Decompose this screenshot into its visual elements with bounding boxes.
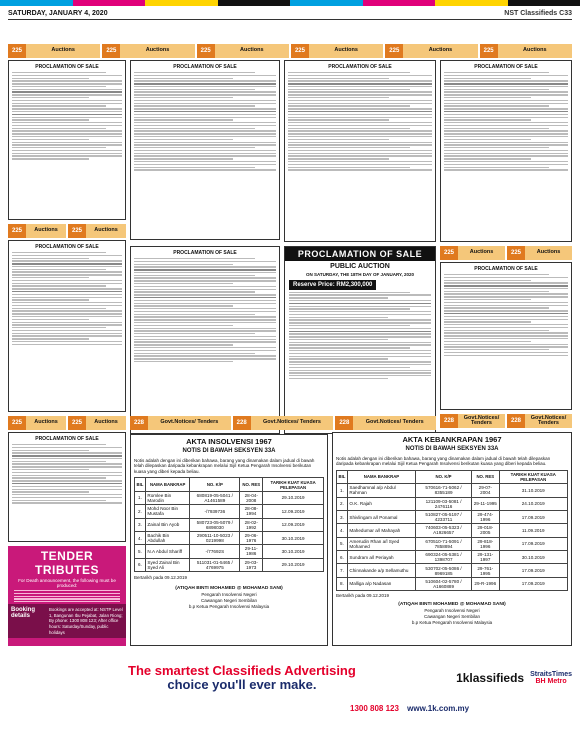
- table-row: 5. N.A Abdul Shariff -/77692S 29-11-1986 30.10.2019: [135, 545, 324, 558]
- masthead-date: SATURDAY, JANUARY 4, 2020: [8, 10, 108, 17]
- insolvency-right-subtitle: NOTIS DI BAWAH SEKSYEN 33A: [405, 445, 499, 452]
- public-auction-title: PUBLIC AUCTION: [330, 263, 390, 270]
- table-row: 3. Shivlingam a/l Ponamal 510827-05-5197 / 4233711 29-474-1996 17.09.2019: [337, 510, 568, 523]
- mid-category-row-left: [8, 224, 126, 238]
- partner-logos: StraitsTimes BH Metro: [530, 671, 572, 685]
- page-masthead: [8, 8, 572, 20]
- advert-web[interactable]: www.1k.com.my: [407, 704, 470, 713]
- notice-proclamation-1: PROCLAMATION OF SALE: [8, 60, 126, 220]
- category-header: 228 Govt.Notices/ Tenders: [335, 416, 436, 430]
- category-header: 225 Auctions: [480, 44, 572, 58]
- table-row: 1. Romlee Bin Marodin 680819-05-5041 / A1461589 28-04-2008 29.10.2019: [135, 491, 324, 504]
- tender-tributes-title: TENDER TRIBUTES: [35, 549, 99, 577]
- insolvency-right-title: AKTA KEBANKRAPAN 1967: [402, 435, 502, 444]
- klassifieds-logo: 1klassifieds: [456, 671, 525, 685]
- category-header: 225 Auctions: [68, 224, 126, 238]
- category-header: 225 Auctions: [385, 44, 477, 58]
- category-header: 225 Auctions: [102, 44, 194, 58]
- insolvency-right-signature: (ATIQAH BINTI MOHAMED @ MOHAMAD SANI) Pengarah Insolvensi Negeri Cawangan Negeri Sembilan b.p Ketua Pengarah Insolvensi Malaysia: [398, 601, 506, 625]
- category-header: 228 Govt.Notices/ Tenders: [233, 416, 334, 430]
- notice-proclamation-4: PROCLAMATION OF SALE: [130, 60, 280, 240]
- insolvency-notice-left: AKTA INSOLVENSI 1967 NOTIS DI BAWAH SEKSYEN 33A Notis adalah dengan ini diberikan bahawa, barang yang dinamakan dalam jadual di bawah telah dilepaskan daripada kebankrapan melalui Sijil Ketua Pengarah Insolvensi berikutan kuasa yang diberi kepada beliau. BIL NAMA BANKRAP NO. K/P NO. RES TARIKH KUAT KUASA PELEPASAN 1. Romlee Bin Marodin 680819-05-5041 / A1461589 28-04-2008 29.10.2019 2. Mohd Noor Bin Mustafa -/7939736 28-08-1994 12.09.2019 3. Zainal Bin Ayob 580723-05-5079 / 6898030 28-02-1992 12.09.2019 4. Bachik Bin Abdullah 290511-10-5023 / 0219998 29-06-1976 30.10.2019 5. N.A Abdul Shariff -/77692S 29-11-1986 30.10.2019 6. Syed Zainal Bin Syed Ali 511031-01-5465 / 4769975 29-03-1973 29.10.2019 Bertarikh pada 09.12.2019 (ATIQAH BINTI MOHAMED @ MOHAMAD SANI) Pengarah Insolvensi Negeri Cawangan Negeri Sembilan b.p Ketua Pengarah Insolvensi Malaysia: [130, 434, 328, 646]
- notice-proclamation-3: PROCLAMATION OF SALE: [8, 432, 126, 542]
- tender-tributes-subtitle: For Death announcement, the following must be produced:: [18, 578, 116, 588]
- table-row: 4. Bachik Bin Abdullah 290511-10-5023 / 0219998 29-06-1976 30.10.2019: [135, 531, 324, 544]
- table-row: 2. Mohd Noor Bin Mustafa -/7939736 28-08-1994 12.09.2019: [135, 505, 324, 518]
- color-registration-bar: [0, 0, 580, 6]
- advert-contact: [350, 704, 469, 713]
- reserve-price: Reserve Price: RM2,300,000: [285, 280, 435, 290]
- category-header: 228 Govt.Notices/ Tenders: [130, 416, 231, 430]
- table-row: 7. Chinnakande a/p Sellamuthu 530702-05-5086 / 8969185 29-761-1995 17.09.2019: [337, 564, 568, 577]
- table-row: 2. O.K. Rajah 121109-03-5081 / 2476116 29-11-1995 24.10.2019: [337, 497, 568, 510]
- top-category-row: [8, 44, 572, 58]
- advert-headline: The smartest Classifieds Advertising choice you'll ever make.: [128, 663, 356, 692]
- category-header: 225 Auctions: [197, 44, 289, 58]
- advert-logos: [456, 671, 572, 685]
- insolvency-left-subtitle: NOTIS DI BAWAH SEKSYEN 33A: [182, 447, 276, 454]
- notice-proclamation-8: PROCLAMATION OF SALE: [440, 262, 572, 410]
- category-header: 225 Auctions: [507, 246, 572, 260]
- notice-proclamation-7: PROCLAMATION OF SALE: [440, 60, 572, 242]
- table-row: 8. Malliga a/p Nadasan 510604-02-5780 / A1660889 29-R-1996 17.09.2019: [337, 577, 568, 590]
- mid-category-row-right: [440, 246, 572, 260]
- table-row: 1. Saedhamnal a/p Abdul Rahman 570616-71-5062 / 8355189 29-07-2004 31.10.2019: [337, 484, 568, 497]
- tender-tributes-box: [8, 546, 126, 646]
- insolvency-notice-right: AKTA KEBANKRAPAN 1967 NOTIS DI BAWAH SEKSYEN 33A Notis adalah dengan ini diberikan bahawa, barang yang dinamakan dalam jadual di bawah telah dilepaskan daripada kebankrapan melalui Sijil Ketua Pengarah Insolvensi berikutan kuasa yang diberi kepada beliau. BIL NAMA BANKRAP NO. K/P NO. RES TARIKH KUAT KUASA PELEPASAN 1. Saedhamnal a/p Abdul Rahman 570616-71-5062 / 8355189 29-07-2004 31.10.2019 2. O.K. Rajah 121109-03-5081 / 2476116 29-11-1995 24.10.2019 3. Shivlingam a/l Ponamal 510827-05-5197 / 4233711 29-474-1996 17.09.2019 4. Mahedumar a/l Mahayah 740603-05-5323 / A1926657 29-018-2005 11.09.2019 5. Amerudin Rhan a/l Syed Mohamed 670510-71-5091 / 7858894 29-818-1996 17.09.2019 6. Sundram a/l Periayah 690324-05-5381 / 1398707 29-131-1997 30.10.2019 7. Chinnakande a/p Sellamuthu 530702-05-5086 / 8969185 29-761-1995 17.09.2019 8. Malliga a/p Nadasan 510604-02-5780 / A1660889 29-R-1996 17.09.2019 Bertarikh pada 09.12.2019 (ATIQAH BINTI MOHAMED @ MOHAMAD SANI) Pengarah Insolvensi Negeri Cawangan Negeri Sembilan b.p Ketua Pengarah Insolvensi Malaysia: [332, 432, 572, 646]
- table-row: 5. Amerudin Rhan a/l Syed Mohamed 670510-71-5091 / 7858894 29-818-1996 17.09.2019: [337, 537, 568, 550]
- insolvency-left-signature: (ATIQAH BINTI MOHAMED @ MOHAMAD SANI) Pengarah Insolvensi Negeri Cawangan Negeri Sembilan b.p Ketua Pengarah Insolvensi Malaysia: [175, 585, 283, 609]
- category-header: 225 Auctions: [8, 44, 100, 58]
- advert-phone: 1300 808 123: [350, 704, 399, 713]
- booking-details: Booking details Bookings are accepted at: NSTP Level 1, Bangunan Ibu Pejabat, Jalan Riong; By phone: 1300 808 123; After office hours: Saturday/Sunday, public holidays: [8, 604, 126, 638]
- category-header: 225 Auctions: [8, 224, 66, 238]
- notice-public-auction: PROCLAMATION OF SALE PUBLIC AUCTION ON SATURDAY, THE 18TH DAY OF JANUARY, 2020 Reserve Price: RM2,300,000: [284, 246, 436, 434]
- auction-banner: PROCLAMATION OF SALE: [285, 247, 435, 261]
- govt-category-row-center: [130, 416, 436, 430]
- category-header: 225 Auctions: [68, 416, 126, 430]
- notice-proclamation-2: PROCLAMATION OF SALE: [8, 240, 126, 412]
- table-row: 3. Zainal Bin Ayob 580723-05-5079 / 6898030 28-02-1992 12.09.2019: [135, 518, 324, 531]
- notice-proclamation-6: PROCLAMATION OF SALE: [284, 60, 436, 242]
- table-row: 6. Syed Zainal Bin Syed Ali 511031-01-5465 / 4769975 29-03-1973 29.10.2019: [135, 558, 324, 571]
- category-header: 225 Auctions: [291, 44, 383, 58]
- insolvency-right-table: BIL NAMA BANKRAP NO. K/P NO. RES TARIKH KUAT KUASA PELEPASAN 1. Saedhamnal a/p Abdul Rahman 570616-71-5062 / 8355189 29-07-2004 31.10.2019 2. O.K. Rajah 121109-03-5081 / 2476116 29-11-1995 24.10.2019 3. Shivlingam a/l Ponamal 510827-05-5197 / 4233711 29-474-1996 17.09.2019 4. Mahedumar a/l Mahayah 740603-05-5323 / A1926657 29-018-2005 11.09.2019 5. Amerudin Rhan a/l Syed Mohamed 670510-71-5091 / 7858894 29-818-1996 17.09.2019 6. Sundram a/l Periayah 690324-05-5381 / 1398707 29-131-1997 30.10.2019 7. Chinnakande a/p Sellamuthu 530702-05-5086 / 8969185 29-761-1995 17.09.2019 8. Malliga a/p Nadasan 510604-02-5780 / A1660889 29-R-1996 17.09.2019: [336, 470, 568, 591]
- notice-proclamation-5: PROCLAMATION OF SALE: [130, 246, 280, 434]
- category-header: 228 Govt.Notices/ Tenders: [440, 414, 505, 428]
- classifieds-advert: [0, 648, 580, 733]
- govt-category-row-right: [440, 414, 572, 428]
- category-header: 225 Auctions: [8, 416, 66, 430]
- category-header: 225 Auctions: [440, 246, 505, 260]
- category-header: 228 Govt.Notices/ Tenders: [507, 414, 572, 428]
- insolvency-left-title: AKTA INSOLVENSI 1967: [186, 437, 272, 446]
- table-row: 4. Mahedumar a/l Mahayah 740603-05-5323 / A1926657 29-018-2005 11.09.2019: [337, 524, 568, 537]
- insolvency-left-table: BIL NAMA BANKRAP NO. K/P NO. RES TARIKH KUAT KUASA PELEPASAN 1. Romlee Bin Marodin 680819-05-5041 / A1461589 28-04-2008 29.10.2019 2. Mohd Noor Bin Mustafa -/7939736 28-08-1994 12.09.2019 3. Zainal Bin Ayob 580723-05-5079 / 6898030 28-02-1992 12.09.2019 4. Bachik Bin Abdullah 290511-10-5023 / 0219998 29-06-1976 30.10.2019 5. N.A Abdul Shariff -/77692S 29-11-1986 30.10.2019 6. Syed Zainal Bin Syed Ali 511031-01-5465 / 4769975 29-03-1973 29.10.2019: [134, 477, 324, 572]
- lower-category-row-left: [8, 416, 126, 430]
- masthead-page: NST Classifieds C33: [504, 10, 572, 17]
- table-row: 6. Sundram a/l Periayah 690324-05-5381 / 1398707 29-131-1997 30.10.2019: [337, 551, 568, 564]
